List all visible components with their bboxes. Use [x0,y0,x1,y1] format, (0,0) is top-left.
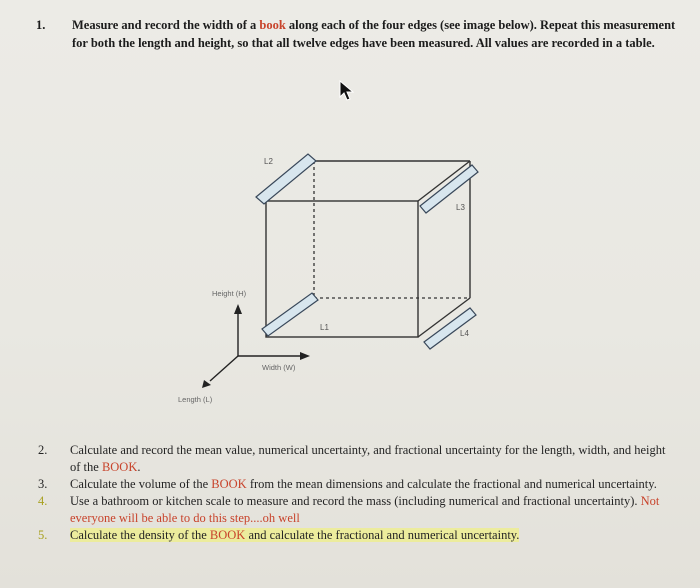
label-height: Height (H) [212,289,247,298]
label-l3: L3 [456,203,465,212]
question-list [38,442,678,544]
question-3-text-a: Calculate the volume of the [70,477,212,491]
question-2 [38,442,678,476]
question-4-text [70,493,678,527]
question-3-number: 3. [38,477,48,491]
question-3 [38,476,678,493]
label-length: Length (L) [178,395,213,404]
question-5-text-a: Calculate the density of the [70,528,210,542]
question-2-text [70,442,678,476]
question-2-number: 2. [38,443,48,457]
question-4-note: Not everyone will be able to do this step....oh well [70,494,660,525]
question-2-book-word: BOOK [101,460,138,474]
question-4 [38,493,678,527]
label-width: Width (W) [262,363,296,372]
axis-length [210,356,238,381]
question-4-text-a: Use a bathroom or kitchen scale to measure and record the mass (including numerical and fractional uncertainty). [70,494,641,508]
question-1-number: 1. [36,18,46,32]
tape-l1 [262,293,318,336]
question-5-text-b: and calculate the fractional and numerical uncertainty. [245,528,520,542]
question-3-text [70,476,678,493]
measurement-tapes [256,154,478,349]
question-1-book-word: book [259,18,286,32]
question-2-text-a: Calculate and record the mean value, numerical uncertainty, and fractional uncertainty for the length, width, and height of the [70,443,666,474]
question-4-number: 4. [38,494,48,508]
question-1-text-b: along each of the four edges (see image below). Repeat this measurement for both the length and height, so that all twelve edges have been measured. All values are recorded in a table. [72,18,676,50]
question-1-text-a: Measure and record the width of a [72,18,260,32]
question-2-text-b: . [137,460,141,474]
question-5-number: 5. [38,528,48,542]
axis-height-arrow-icon [234,304,242,314]
axis-width-arrow-icon [300,352,310,360]
question-5 [38,527,678,544]
question-3-text-b: from the mean dimensions and calculate the fractional and numerical uncertainty. [246,477,657,491]
axis-length-arrow-icon [202,380,211,388]
question-5-text [70,527,678,544]
label-l2: L2 [264,157,273,166]
question-3-book-word: BOOK [211,477,247,491]
label-l4: L4 [460,329,469,338]
question-5-book-word: BOOK [209,528,246,542]
label-l1: L1 [320,323,329,332]
